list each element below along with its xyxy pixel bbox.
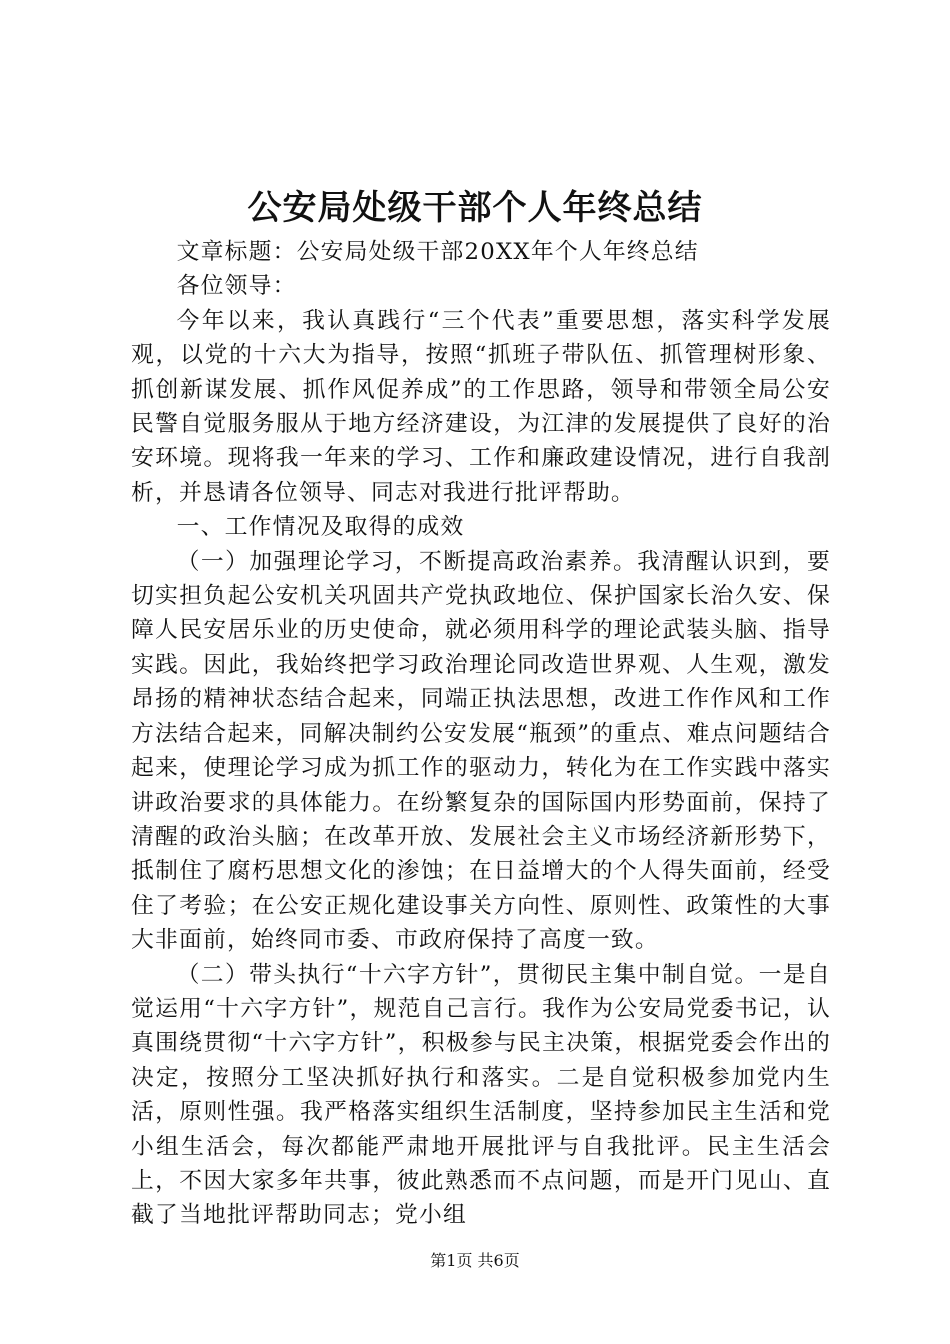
salutation: 各位领导： — [176, 273, 297, 300]
page-footer: 第1页 共6页 — [430, 1251, 520, 1270]
section-heading-1: 一、工作情况及取得的成效 — [176, 514, 465, 541]
paragraph-intro: 今年以来，我认真践行“三个代表”重要思想，落实科学发展观，以党的十六大为指导，按照“抓班子带队伍、抓管理树形象、抓创新谋发展、抓作风促养成”的工作思路，领导和带领全局公安民警自觉服务服从于地方经济建设，为江津的发展提供了良好的治安环境。现将我一年来的学习、工作和廉政建设情况，进行自我剖析，并恳请各位领导、同志对我进行批评帮助。 — [131, 307, 831, 506]
paragraph-sixteen-principles: （二）带头执行“十六字方针”，贯彻民主集中制自觉。一是自觉运用“十六字方针”，规范自己言行。我作为公安局党委书记，认真围绕贯彻“十六字方针”，积极参与民主决策，根据党委会作出的决定，按照分工坚决抓好执行和落实。二是自觉积极参加党内生活，原则性强。我严格落实组织生活制度，坚持参加民主生活和党小组生活会，每次都能严肃地开展批评与自我批评。民主生活会上，不因大家多年共事，彼此熟悉而不点问题，而是开门见山、直截了当地批评帮助同志；党小组 — [131, 961, 831, 1229]
article-title-line: 文章标题：公安局处级干部20XX年个人年终总结 — [176, 239, 699, 265]
paragraph-theory-study: （一）加强理论学习，不断提高政治素养。我清醒认识到，要切实担负起公安机关巩固共产党执政地位、保护国家长治久安、保障人民安居乐业的历史使命，就必须用科学的理论武装头脑、指导实践。因此，我始终把学习政治理论同改造世界观、人生观，激发昂扬的精神状态结合起来，同端正执法思想，改进工作作风和工作方法结合起来，同解决制约公安发展“瓶颈”的重点、难点问题结合起来，使理论学习成为抓工作的驱动力，转化为在工作实践中落实讲政治要求的具体能力。在纷繁复杂的国际国内形势面前，保持了清醒的政治头脑；在改革开放、发展社会主义市场经济新形势下，抵制住了腐朽思想文化的渗蚀；在日益增大的个人得失面前，经受住了考验；在公安正规化建设事关方向性、原则性、政策性的大事大非面前，始终同市委、市政府保持了高度一致。 — [131, 548, 831, 954]
document-body — [131, 235, 831, 1233]
document-title: 公安局处级干部个人年终总结 — [247, 188, 703, 228]
